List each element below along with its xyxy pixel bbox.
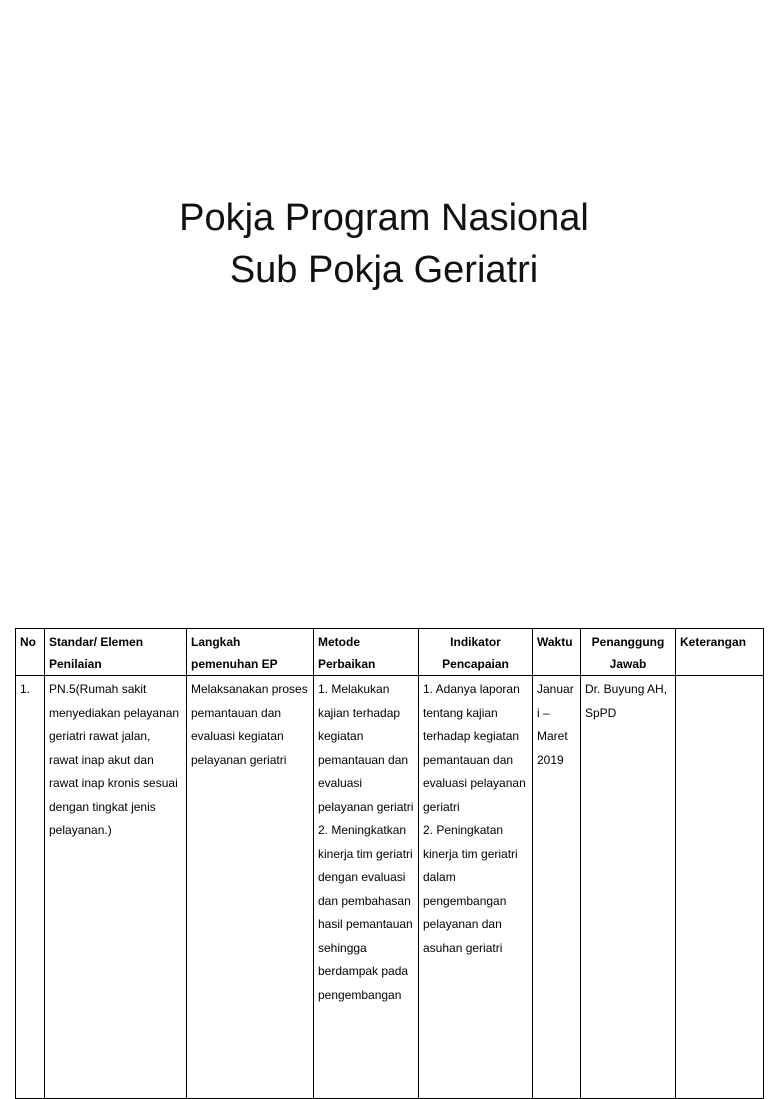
indikator-item-2: 2. Peningkatan kinerja tim geriatri dalam pengembangan pelayanan dan asuhan geriatri <box>423 823 518 955</box>
cell-indikator <box>419 676 533 1099</box>
cell-penanggung-jawab: Dr. Buyung AH, SpPD <box>581 676 676 1099</box>
header-no: No <box>16 629 45 676</box>
action-plan-table <box>15 628 764 1099</box>
header-indikator: Indikator Pencapaian <box>419 629 533 676</box>
metode-item-1: 1. Melakukan kajian terhadap kegiatan pemantauan dan evaluasi pelayanan geriatri <box>318 682 414 814</box>
title-line-2: Sub Pokja Geriatri <box>229 249 539 291</box>
cell-no: 1. <box>16 676 45 1099</box>
header-keterangan: Keterangan <box>676 629 764 676</box>
cell-langkah: Melaksanakan proses pemantauan dan evaluasi kegiatan pelayanan geriatri <box>187 676 314 1099</box>
header-waktu: Waktu <box>533 629 581 676</box>
indikator-item-1: 1. Adanya laporan tentang kajian terhadap kegiatan pemantauan dan evaluasi pelayanan geriatri <box>423 682 526 814</box>
header-metode: Metode Perbaikan <box>314 629 419 676</box>
cell-keterangan <box>676 676 764 1099</box>
metode-item-2: 2. Meningkatkan kinerja tim geriatri dengan evaluasi dan pembahasan hasil pemantauan sehingga berdampak pada pengembangan <box>318 823 413 1002</box>
cell-standar: PN.5(Rumah sakit menyediakan pelayanan geriatri rawat jalan, rawat inap akut dan rawat inap kronis sesuai dengan tingkat jenis pelayanan.) <box>45 676 187 1099</box>
table-header-row <box>16 629 764 676</box>
header-langkah: Langkah pemenuhan EP <box>187 629 314 676</box>
header-penanggung-jawab: Penanggung Jawab <box>581 629 676 676</box>
cell-waktu: Januari – Maret 2019 <box>533 676 581 1099</box>
header-standar: Standar/ Elemen Penilaian <box>45 629 187 676</box>
table-row <box>16 676 764 1099</box>
cell-metode <box>314 676 419 1099</box>
action-plan-table-container <box>15 628 763 1099</box>
title-line-1: Pokja Program Nasional <box>179 197 589 239</box>
page-title <box>0 192 768 296</box>
